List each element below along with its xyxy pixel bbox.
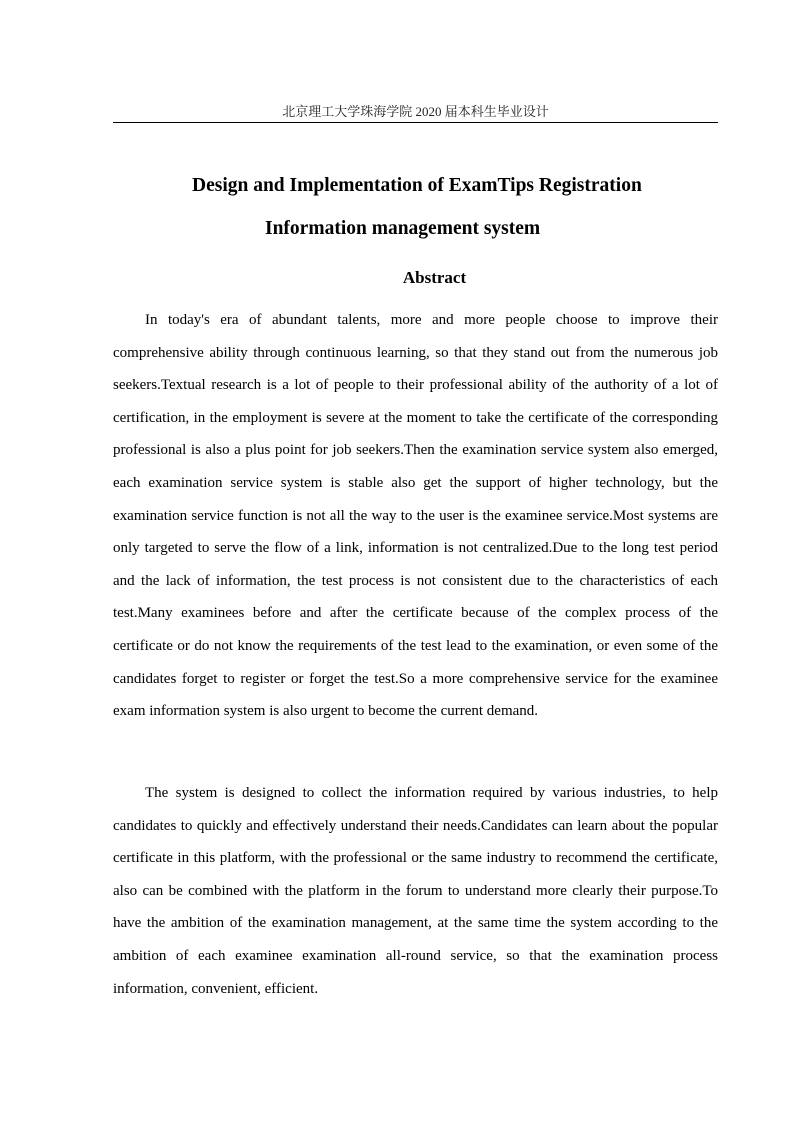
abstract-paragraph-1: In today's era of abundant talents, more and more people choose to improve their comprehensive ability through continuous learning, so that they stand out from the numerous job seekers.Textual research is a lot of people to their professional ability of the authority of a lot of certification, in the employment is severe at the moment to take the certificate of the corresponding professional is also a plus point for job seekers.Then the examination service system also emerged, each examination service system is stable also get the support of higher technology, but the examination service function is not all the way to the user is the examinee service.Most systems are only targeted to serve the flow of a link, information is not centralized.Due to the long test period and the lack of information, the test process is not consistent due to the characteristics of each test.Many examinees before and after the certificate because of the complex process of the certificate or do not know the requirements of the test lead to the examination, or even some of the candidates forget to register or forget the test.So a more comprehensive service for the examinee exam information system is also urgent to become the current demand. [113, 312, 718, 720]
header-rule [113, 122, 718, 123]
title-line-1: Design and Implementation of ExamTips Registration [192, 175, 642, 196]
title-line-2: Information management system [265, 218, 541, 239]
running-header: 北京理工大学珠海学院 2020 届本科生毕业设计 [282, 104, 549, 119]
abstract-heading: Abstract [402, 268, 467, 287]
abstract-paragraph-2: The system is designed to collect the information required by various industries, to help candidates to quickly and effectively understand their needs.Candidates can learn about the popular certificate in this platform, with the professional or the same industry to recommend the certificate, also can be combined with the platform in the forum to understand more clearly their purpose.To have the ambition of the examination management, at the same time the system according to the ambition of each examinee examination all-round service, so that the examination process information, convenient, efficient. [113, 785, 718, 997]
